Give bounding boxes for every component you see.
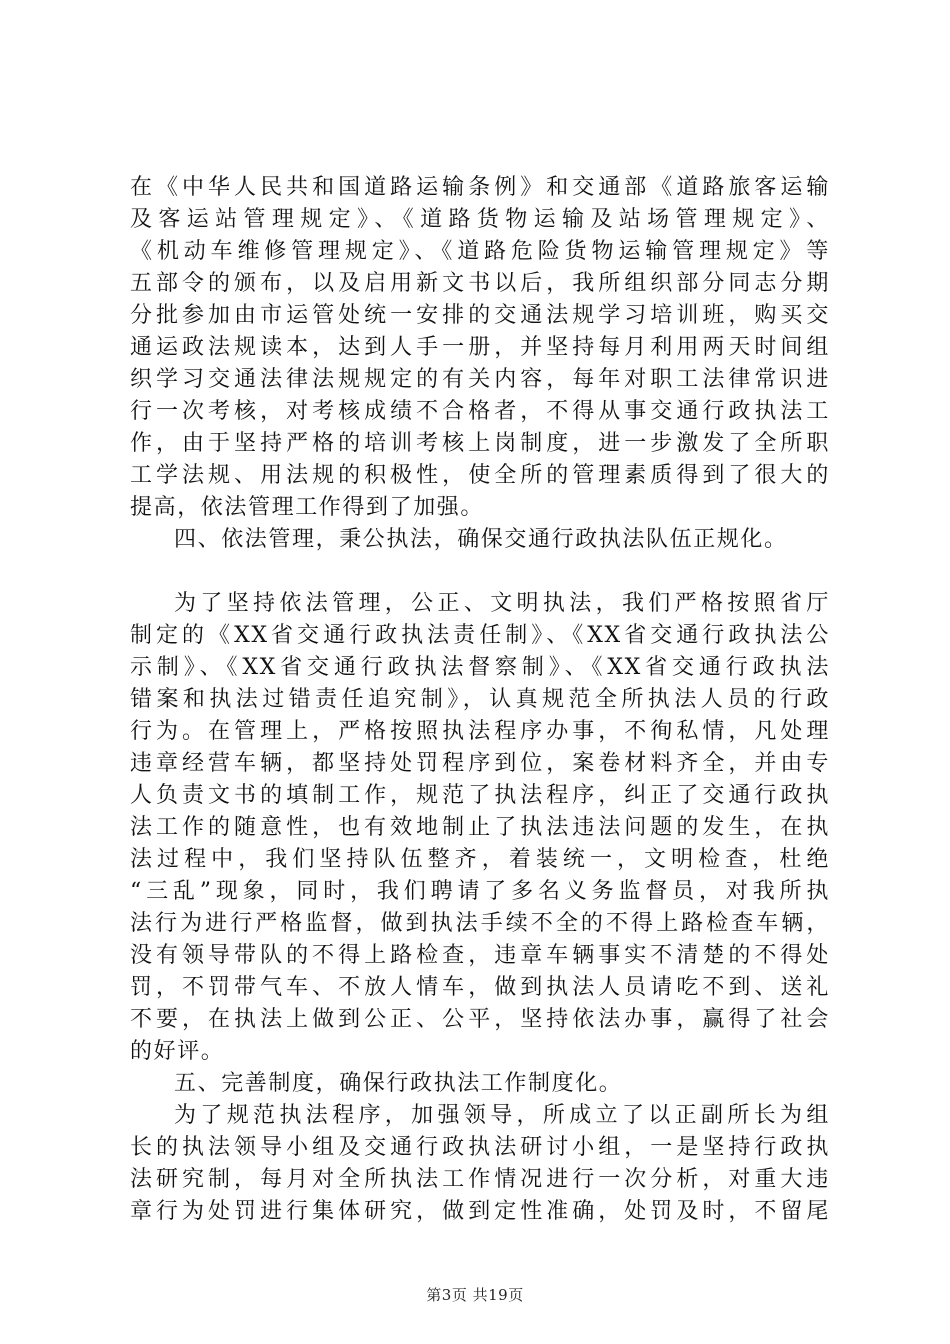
text-line: 法工作的随意性，也有效地制止了执法违法问题的发生，在执 (130, 815, 830, 840)
text-line: 违章经营车辆，都坚持处罚程序到位，案卷材料齐全，并由专 (130, 751, 830, 776)
text-line: 分批参加由市运管处统一安排的交通法规学习培训班，购买交 (130, 303, 830, 328)
text-line: 制定的《XX省交通行政执法责任制》、《XX省交通行政执法公 (130, 623, 830, 648)
text-line: 章行为处罚进行集体研究，做到定性准确，处罚及时，不留尾 (130, 1199, 830, 1224)
text-line: 通运政法规读本，达到人手一册，并坚持每月利用两天时间组 (130, 335, 830, 360)
text-line: 及客运站管理规定》、《道路货物运输及站场管理规定》、 (130, 207, 830, 232)
text-line: 人负责文书的填制工作，规范了执法程序，纠正了交通行政执 (130, 783, 830, 808)
text-line: 法行为进行严格监督，做到执法手续不全的不得上路检查车辆， (130, 911, 830, 936)
text-line: 作，由于坚持严格的培训考核上岗制度，进一步激发了全所职 (130, 431, 830, 456)
text-line: 罚，不罚带气车、不放人情车，做到执法人员请吃不到、送礼 (130, 975, 830, 1000)
page-number-footer: 第3页 共19页 (426, 1286, 524, 1304)
paragraph-first-line: 为了规范执法程序，加强领导，所成立了以正副所长为组 (174, 1103, 830, 1128)
text-line: 法过程中，我们坚持队伍整齐，着装统一，文明检查，杜绝 (130, 847, 830, 872)
text-line: 错案和执法过错责任追究制》，认真规范全所执法人员的行政 (130, 687, 830, 712)
text-line: 在《中华人民共和国道路运输条例》和交通部《道路旅客运输 (130, 175, 830, 200)
text-line: 五部令的颁布，以及启用新文书以后，我所组织部分同志分期 (130, 271, 830, 296)
text-line: 长的执法领导小组及交通行政执法研讨小组，一是坚持行政执 (130, 1135, 830, 1160)
text-line: 不要，在执法上做到公正、公平，坚持依法办事，赢得了社会 (130, 1007, 830, 1032)
document-body (130, 172, 830, 1228)
text-line: 《机动车维修管理规定》、《道路危险货物运输管理规定》等 (130, 239, 830, 264)
text-line: 织学习交通法律法规规定的有关内容，每年对职工法律常识进 (130, 367, 830, 392)
text-line: “三乱”现象，同时，我们聘请了多名义务监督员，对我所执 (130, 879, 830, 904)
section-heading-5: 五、完善制度，确保行政执法工作制度化。 (174, 1071, 623, 1096)
text-line: 行为。在管理上，严格按照执法程序办事，不徇私情，凡处理 (130, 719, 830, 744)
paragraph-first-line: 为了坚持依法管理，公正、文明执法，我们严格按照省厅 (174, 591, 830, 616)
blank-line (130, 556, 830, 588)
text-line: 的好评。 (130, 1039, 225, 1064)
section-heading-4: 四、依法管理，秉公执法，确保交通行政执法队伍正规化。 (174, 527, 788, 552)
text-line: 行一次考核，对考核成绩不合格者，不得从事交通行政执法工 (130, 399, 830, 424)
text-line: 法研究制，每月对全所执法工作情况进行一次分析，对重大违 (130, 1167, 830, 1192)
text-line: 示制》、《XX省交通行政执法督察制》、《XX省交通行政执法 (130, 655, 830, 680)
text-line: 没有领导带队的不得上路检查，违章车辆事实不清楚的不得处 (130, 943, 830, 968)
text-line: 提高，依法管理工作得到了加强。 (130, 495, 485, 520)
text-line: 工学法规、用法规的积极性，使全所的管理素质得到了很大的 (130, 463, 830, 488)
